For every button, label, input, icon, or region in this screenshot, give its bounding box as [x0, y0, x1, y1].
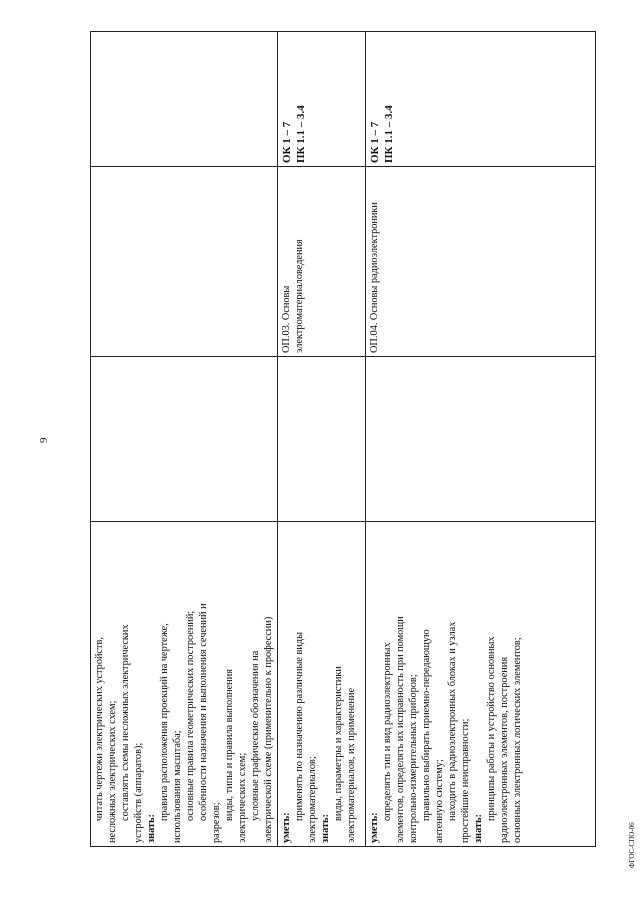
skill-line: находить в радиоэлектронных блоках и узлах	[447, 621, 458, 821]
skills-cell	[91, 522, 278, 847]
codes-cell	[91, 32, 278, 167]
table-row	[278, 32, 366, 847]
hours-cell	[91, 357, 278, 522]
pk-codes: ПК 1.1 – 3.4	[383, 105, 395, 163]
skill-line: виды, параметры и характеристики	[333, 666, 344, 821]
section-keyword: знать:	[473, 814, 484, 843]
skill-line: разрезов;	[211, 802, 222, 843]
skill-line: антенную систему;	[434, 759, 445, 843]
skill-line: правильно выбирать приемно-передающую	[421, 629, 432, 821]
skill-line: использования масштаба;	[172, 730, 183, 843]
skill-line: читать чертежи электрических устройств,	[94, 637, 105, 821]
discipline-cell	[91, 167, 278, 357]
pk-codes: ПК 1.1 – 3.4	[295, 105, 307, 163]
table-row	[366, 32, 596, 847]
skill-line: электрических схем;	[237, 752, 248, 843]
skill-line: применять по назначению различные виды	[294, 631, 305, 821]
skill-line: основных электронных логических элементов;	[512, 637, 523, 843]
skill-line: составлять схемы несложных электрических	[120, 624, 131, 821]
codes-cell	[366, 32, 596, 167]
skill-line: основные правила геометрических построений;	[185, 610, 196, 821]
section-keyword: знать:	[146, 814, 157, 843]
skill-line: принципы работы и устройство основных	[486, 636, 497, 821]
skill-line: несложных электрических схем;	[107, 700, 118, 843]
hours-cell	[366, 357, 596, 522]
skill-line: радиоэлектронных элементов, построения	[499, 656, 510, 843]
skill-line: элементов, определять их исправность при помощи	[395, 616, 406, 843]
skill-line: виды, типы и правила выполнения	[224, 669, 235, 821]
skill-line: простейшие неисправности;	[460, 718, 471, 843]
section-keyword: уметь:	[281, 812, 292, 843]
discipline-cell: ОП.03. Основы электроматериаловедения	[278, 167, 366, 357]
competency-table	[90, 31, 596, 847]
skill-line: контрольно-измерительных приборов;	[408, 674, 419, 843]
section-keyword: уметь:	[369, 812, 380, 843]
skills-cell	[366, 522, 596, 847]
skill-line: электроматериалов;	[307, 756, 318, 843]
discipline-cell: ОП.04. Основы радиоэлектроники	[366, 167, 596, 357]
skill-line: определять тип и вид радиоэлектронных	[382, 642, 393, 821]
footer-code: ФГОС-СПО-06	[628, 822, 636, 868]
skill-line: особенности назначения и выполнения сечений и	[198, 603, 209, 821]
table-row	[91, 32, 278, 847]
section-keyword: знать:	[320, 814, 331, 843]
skill-line: электрической схеме (применительно к профессии)	[263, 616, 274, 843]
skills-cell	[278, 522, 366, 847]
ok-codes: ОК 1 – 7	[369, 121, 381, 163]
skill-line: условные графические обозначения на	[250, 650, 261, 821]
skill-line: электроматериалов, их применение	[346, 687, 357, 843]
skill-line: устройств (аппаратов);	[133, 742, 144, 843]
page-number: 9	[38, 437, 50, 443]
ok-codes: ОК 1 – 7	[281, 121, 293, 163]
codes-cell	[278, 32, 366, 167]
skill-line: правила расположения проекций на чертеже,	[159, 623, 170, 821]
competency-table-rotated	[90, 32, 590, 847]
hours-cell	[278, 357, 366, 522]
